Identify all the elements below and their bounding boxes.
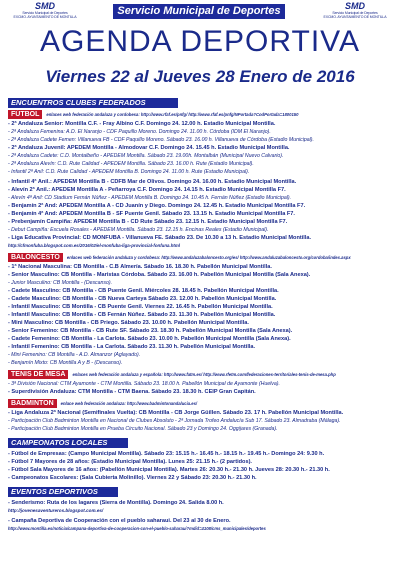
list-item: - Infantil Femenino: CB Montilla - La Carlota. Sábado 23. 11.30 h. Pabellón Municipal Montilla. [8,344,256,350]
tenis-tag: TENIS DE MESA [8,370,68,379]
list-item: - Benjamín 4ª And: APEDEM Montilla B - SF Puente Genil. Sábado 23. 13.15 h. Estadio Municipal Montilla F7. [8,211,295,217]
smd-logo-right [320,2,390,20]
futbol-header [8,110,298,119]
list-item: - Senderismo: Ruta de los lagares (Sierra de Montilla). Domingo 24. Salida 8.00 h. [8,500,224,506]
list-item: - Infantil 2ª Anil: C.D. Rute Calidad - APEDEM Montilla B. Domingo 24. 11.00 h. Rute (Estadio Municipal). [8,169,250,175]
list-item: - Cadete Femenino: CB Montilla - La Carlota. Sábado 23. 10.00 h. Pabellón Municipal Montilla (Sala Anexa). [8,336,291,342]
logo-org: EXCMO. AYUNTAMIENTO DE MONTILLA [323,15,387,19]
list-item: - 2ª Andaluza Senior: Montilla C.F. - Fray Albino C.F. Domingo 24. 12.00 h. Estadio Municipal Montilla. [8,121,276,127]
list-item: - Cadete Masculino: CB Montilla - CB Puente Genil. Miércoles 28. 18.45 h. Pabellón Municipal Montilla. [8,288,279,294]
list-item: - Infantil Masculino: CB Montilla - CB Fernán Núñez. Sábado 23. 11.30 h. Pabellón Municipal Montilla. [8,312,276,318]
smd-logo-left [10,2,80,20]
list-item-link[interactable]: http://jovenesaventureros.blogspot.com.es/ [8,508,104,513]
header [0,0,400,20]
list-item: - 2ª Andaluza Cadete: C.D. Montalbeño - APEDEM Montilla. Sábado 23. 19.00h. Montalbán (Municipal Nuevo Calvario). [8,153,284,159]
baloncesto-header [8,253,351,262]
list-item: - Liga Andaluza 2ª Nacional (Semifinales Vuelta): CB Montilla - CB Jorge Güillen. Sábado 23. 17 h. Pabellón Municipal Montilla. [8,410,344,416]
list-item: - Alevín 2ª Anil.: APEDEM Montilla A - Peñarroya C.F. Domingo 24. 14.15 h. Estadio Municipal Montilla F7. [8,187,286,193]
list-item: - Liga Educativa Provincial: CD MONFUBA - Villanueva FE. Sábado 23. De 10.30 a 13 h. Estadio Municipal Montilla. [8,235,312,241]
list-item: - 2ª Andaluza Femenina: A.D. El Naranjo - CDF Paquillo Moreno. Domingo 24. 11.00 h. Córdoba (IDM El Naranjo). [8,129,271,135]
list-item: - Fútbol 7 Mayores de 28 años: (Estadio Municipal Montilla). Lunes 25: 21.15 h.- (2 partidos). [8,459,252,465]
list-item: - 3ª División Nacional: CTM Ayamonte - CTM Montilla. Sábado 23. 18.00 h. Pabellón Municipal de Ayamonte (Huelva). [8,381,280,387]
list-item: - Campaña Deportiva de Cooperación con el pueblo saharaui. Del 23 al 30 de Enero. [8,518,231,524]
list-item: - Infantil Masculino: CB Montilla - CB Puente Genil. Viernes 22. 16.45 h. Pabellón Municipal Montilla. [8,304,273,310]
page-title: AGENDA DEPORTIVA [40,25,360,58]
tenis-header [8,370,336,379]
list-item: - Participación Club Badminton Montilla en Prueba Circuito Nacional. Sábado 23 y Domingo 24. Oggijares (Granada). [8,426,278,432]
list-item: - Benjamín Mixto: CB Montilla A y B - (Descanso). [8,360,123,366]
tenis-links[interactable]: enlaces web federación andaluza y española: http://www.fatm.es/ http://www.rfetm.com/federaciones-territoriales-tenis-de-mesa.php [72,372,336,377]
logo-subtitle: Servicio Municipal de Deportes [22,11,68,15]
list-item: - Fútbol Sala Mayores de 16 años: (Pabellón Municipal Montilla). Martes 26: 20.30 h.- 21.30 h. Jueves 28: 20.30 h.- 21.30 h. [8,467,330,473]
list-item: - 2ª Andaluza Alevín: C.D. Rute Calidad - APEDEM Montilla. Sábado 23. 16.00 h. Rute (Estadio Municipal). [8,161,254,167]
list-item-link[interactable]: http://www.montilla.es/noticia/campana-deportiva-de-cooperacion-con-el-pueblo-saharaui?mdid=4108/cms_municipales/deportes [8,526,266,531]
logo-mark: SMD [35,1,55,11]
list-item: - Alevín 4ª Anil: CD Stadium Fernán Núñez - APEDEM Montilla B. Domingo 24. 10.45 h. Fernán Núñez (Estadio Municipal). [8,195,292,201]
futbol-tag: FÚTBOL [8,110,42,119]
list-item: - Prebenjamín Campiña: APEDEM Montilla B - CD Rute Sábado 23. 12.15 h. Estadio Municipal Montilla F7. [8,219,288,225]
list-item: - Junior Masculino: CB Montilla - (Descanso). [8,280,113,286]
list-item: - Mini Femenino: CB Montilla - A.D. Almanzor (Aglayado). [8,352,141,358]
list-item: - Senior Femenino: CB Montilla - CB Rute SF. Sábado 23. 18.30 h. Pabellón Municipal Montilla (Sala Anexa). [8,328,293,334]
list-item: - Superdivisión Andaluza: CTM Montilla - CTM Baena. Sábado 23. 18.30 h. CEIP Gran Capitán. [8,389,256,395]
list-item: - Infantil 4ª Anil.: APEDEM Montilla B - CDFB Mar de Olivos. Domingo 24. 16.00 h. Estadio Municipal Montilla. [8,179,297,185]
list-item: - Participación Club Badminton Montilla en Nacional de Clubes Absoluto - 2ª Jornada Trofeo Andalucía Sub 17. Sábado 23. Almadraba (Málaga). [8,418,341,424]
list-item: - 2ª Andaluza Cadete Femen: Villanueva FB - CDF Paquillo Moreno. Sábado 23. 16.00 h. Villanueva de Córdoba (Estadio Municipal). [8,137,314,143]
list-item: - Debut Campiña: Escuela Rosales - APEDEM Montilla. Sábado 23. 12.15 h. Encinas Reales (Estadio Municipal). [8,227,269,233]
list-item: - Campeonatos Escolares: (Sala Cubierta Molinillo). Viernes 22 y Sábado 23: 20.30 h.- 21.30 h. [8,475,257,481]
section-encuentros: ENCUENTROS CLUBES FEDERADOS [8,98,178,108]
service-banner: Servicio Municipal de Deportes [113,4,285,19]
list-item: - 1ª Nacional Masculina: CB Montilla - C.B Almería. Sábado 16. 18.30 h. Pabellón Municipal Montilla. [8,264,272,270]
section-eventos: EVENTOS DEPORTIVOS [8,487,118,497]
section-campeonatos: CAMPEONATOS LOCALES [8,438,128,448]
date-range: Viernes 22 al Jueves 28 Enero de 2016 [45,67,355,86]
badminton-links[interactable]: enlace web federación andaluza: http://www.badmintonandalucia.es/ [60,401,198,406]
logo-org: EXCMO. AYUNTAMIENTO DE MONTILLA [13,15,77,19]
list-item: - Cadete Masculino: CB Montilla - CB Nueva Carteya Sábado 23. 12.00 h. Pabellón Municipal Montilla. [8,296,277,302]
badminton-tag: BADMINTON [8,399,57,408]
futbol-links[interactable]: enlaces web federación andaluza y cordobesa: http://www.rfaf.es/pnfg/ http://www.rfaf.es/pnfg/NPortada?CodPortada=1800150 [46,112,299,117]
list-item: - Fútbol de Empresas: (Campo Municipal Montilla). Sábado 23: 15.15 h.- 16.45 h.- 18.15 h.- 19.45 h.- Domingo 24: 9.30 h. [8,451,325,457]
list-item: - Senior Masculino: CB Montilla - Maristas Córdoba. Sábado 23. 16.00 h. Pabellón Municipal Montilla (Sala Anexa). [8,272,311,278]
list-item: - 2ª Andaluza Juvenil: APEDEM Montilla - Almodovar C.F. Domingo 24. 15.45 h. Estadio Municipal Montilla. [8,145,290,151]
list-item: - Mini Masculino: CB Montilla - CB Priego. Sábado 23. 10.00 h. Pabellón Municipal Montilla. [8,320,249,326]
badminton-header [8,399,197,408]
list-item: - Benjamín 2ª And: APEDEM Montilla A - CD Juanín y Diego. Domingo 24. 12.45 h. Estadio Municipal Montilla F7. [8,203,306,209]
baloncesto-tag: BALONCESTO [8,253,63,262]
logo-mark: SMD [345,1,365,11]
baloncesto-links[interactable]: enlaces web federación andaluza y cordobesa: http://www.andaluzabaloncesto.org/es/ http://www.andaluzabaloncesto.org/cordoba/index.aspx [66,255,351,260]
logo-subtitle: Servicio Municipal de Deportes [332,11,378,15]
list-item-link[interactable]: http://cfmonfuba.blogspot.com.es/2016/02/el-monfuba-liga-provincial-fonfuna.html [8,243,180,248]
